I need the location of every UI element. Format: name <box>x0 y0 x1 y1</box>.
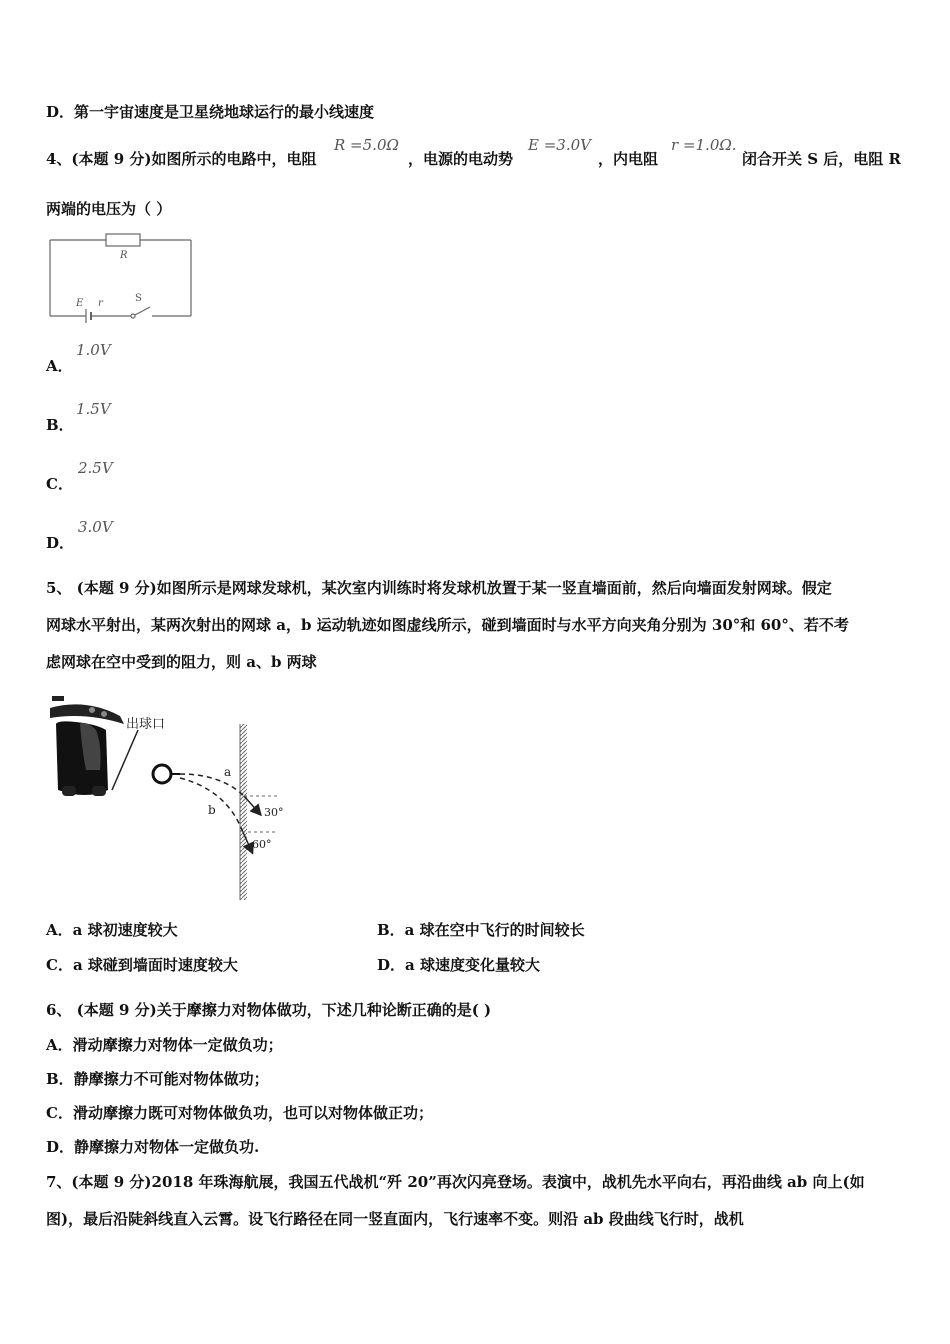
outlet-label: 出球口 <box>126 717 166 732</box>
q4-stem-part-d: 闭合开关 S 后，电阻 R <box>742 150 901 168</box>
q5-option-a: A．a 球初速度较大 <box>46 921 178 939</box>
q4-math-internal-resistance: r =1.0Ω. <box>671 136 737 154</box>
q4-stem-part-c: ，内电阻 <box>598 150 659 168</box>
q5-option-c: C．a 球碰到墙面时速度较大 <box>46 956 238 974</box>
q4-option-d-value: 3.0V <box>78 518 113 536</box>
switch-contact <box>131 314 135 318</box>
q7-stem-line2: 图)，最后沿陡斜线直入云霄。设飞行路径在同一竖直面内，飞行速率不变。则沿 ab 段曲线飞行时，战机 <box>46 1210 744 1228</box>
q4-option-d-label: D． <box>46 534 75 552</box>
trajectory-b-label: b <box>208 803 216 817</box>
angle-30-label: 30° <box>264 806 284 819</box>
ball-machine-icon <box>50 696 124 796</box>
q5-tennis-machine-figure <box>46 690 296 902</box>
q4-stem-part-b: ，电源的电动势 <box>408 150 514 168</box>
trajectory-a-label: a <box>224 765 232 779</box>
q5-stem-line1: 5、 (本题 9 分)如图所示是网球发球机，某次室内训练时将发球机放置于某一竖直墙面前，然后向墙面发射网球。假定 <box>46 579 832 597</box>
q4-option-a-value: 1.0V <box>76 341 111 359</box>
q7-stem-line1: 7、(本题 9 分)2018 年珠海航展，我国五代战机“歼 20”再次闪亮登场。表演中，战机先水平向右，再沿曲线 ab 向上(如 <box>46 1173 865 1191</box>
q4-circuit-diagram <box>46 228 196 324</box>
q6-option-d: D．静摩擦力对物体一定做负功. <box>46 1138 260 1156</box>
q5-stem-line3: 虑网球在空中受到的阻力，则 a、b 两球 <box>46 653 317 671</box>
angle-60-label: 60° <box>252 838 272 851</box>
circuit-label-r: R <box>120 250 128 261</box>
q6-option-b: B．静摩擦力不可能对物体做功； <box>46 1070 269 1088</box>
trajectory-a <box>180 774 244 796</box>
q5-option-b: B．a 球在空中飞行的时间较长 <box>377 921 585 939</box>
wall <box>240 724 247 900</box>
q4-option-b-value: 1.5V <box>76 400 111 418</box>
q4-option-c-label: C． <box>46 475 73 493</box>
q3-option-d: D．第一宇宙速度是卫星绕地球运行的最小线速度 <box>46 103 375 121</box>
q6-stem: 6、 (本题 9 分)关于摩擦力对物体做功，下述几种论断正确的是( ) <box>46 1001 492 1019</box>
q4-stem-part-a: 4、(本题 9 分)如图所示的电路中，电阻 <box>46 150 317 168</box>
q4-option-a-label: A． <box>46 357 73 375</box>
circuit-label-internal-r: r <box>98 298 103 309</box>
q5-option-d: D．a 球速度变化量较大 <box>377 956 540 974</box>
q5-stem-line2: 网球水平射出，某两次射出的网球 a，b 运动轨迹如图虚线所示，碰到墙面时与水平方向夹角分别为 30°和 60°、若不考 <box>46 616 849 634</box>
switch-blade-icon <box>135 307 150 315</box>
q4-math-emf: E =3.0V <box>528 136 591 154</box>
q4-stem-line2: 两端的电压为（ ） <box>46 200 172 218</box>
q4-option-b-label: B． <box>46 416 74 434</box>
q6-option-a: A．滑动摩擦力对物体一定做负功； <box>46 1036 283 1054</box>
circuit-label-e: E <box>76 298 84 309</box>
q4-option-c-value: 2.5V <box>78 459 113 477</box>
q6-option-c: C．滑动摩擦力既可对物体做负功，也可以对物体做正功； <box>46 1104 433 1122</box>
circuit-label-s: S <box>135 293 142 304</box>
q4-math-resistance: R =5.0Ω <box>334 136 399 154</box>
tennis-ball-icon <box>153 765 171 783</box>
resistor-symbol <box>106 234 140 246</box>
